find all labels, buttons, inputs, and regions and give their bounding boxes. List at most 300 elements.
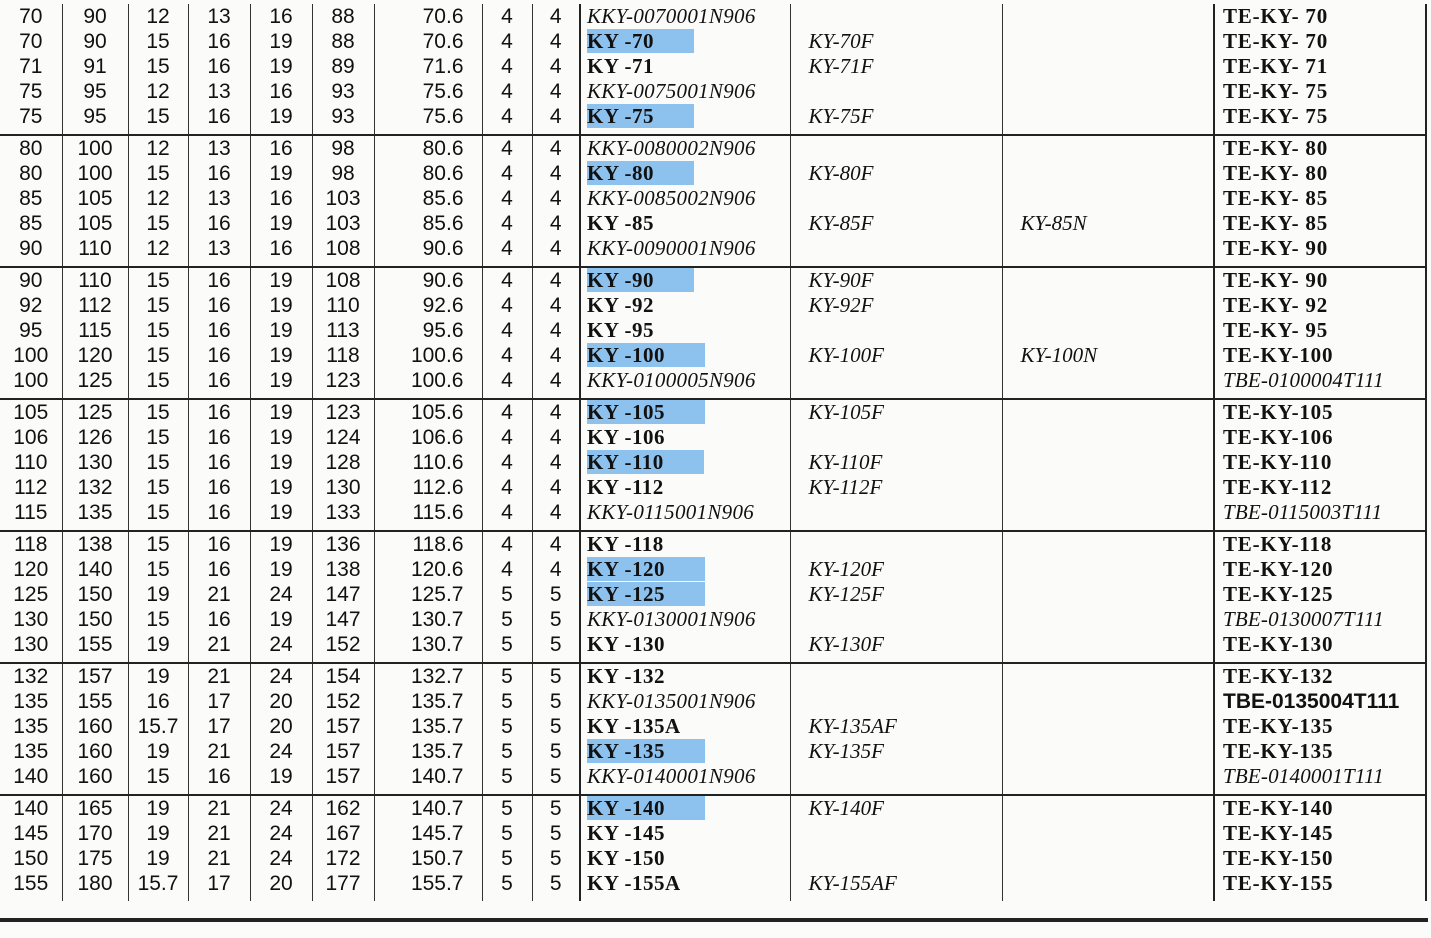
- part-code: KY -92: [587, 293, 654, 317]
- cell-col-1: [62, 632, 128, 663]
- tool-code: TE-KY-145: [1223, 821, 1334, 845]
- dimension-value: 95: [83, 80, 107, 103]
- dimension-value: 16: [269, 5, 293, 28]
- dimension-value: 75.6: [422, 80, 464, 103]
- cell-col-8: [532, 764, 580, 795]
- cell-col-1: [62, 739, 128, 764]
- part-code: KKY-0140001N906: [587, 764, 756, 788]
- cell-col-11: [1002, 739, 1214, 764]
- dimension-value: 4: [549, 237, 562, 260]
- cell-col-3: [188, 739, 250, 764]
- cell-col-7: [482, 343, 532, 368]
- cell-col-6: [374, 399, 482, 425]
- dimension-value: 4: [549, 344, 562, 367]
- cell-col-1: [62, 54, 128, 79]
- cell-col-1: [62, 582, 128, 607]
- dimension-value: 155: [77, 633, 113, 656]
- dimension-value: 5: [501, 797, 513, 820]
- dimension-value: 172: [325, 847, 361, 870]
- cell-col-10: [790, 450, 1002, 475]
- dimension-value: 5: [549, 797, 562, 820]
- cell-col-8: [532, 714, 580, 739]
- f-variant-code: KY-71F: [808, 54, 874, 78]
- dimension-value: 20: [269, 690, 293, 713]
- table-row: [0, 846, 1426, 871]
- cell-col-10: [790, 4, 1002, 29]
- dimension-value: 105.6: [410, 401, 464, 424]
- table-row: [0, 663, 1426, 689]
- cell-col-12: [1214, 399, 1426, 425]
- cell-col-4: [250, 632, 312, 663]
- cell-col-3: [188, 318, 250, 343]
- dimension-value: 89: [331, 55, 355, 78]
- cell-col-9: [580, 104, 790, 135]
- dimension-value: 15: [146, 105, 170, 128]
- dimension-value: 19: [269, 162, 293, 185]
- cell-col-8: [532, 450, 580, 475]
- cell-col-8: [532, 104, 580, 135]
- tool-code: TE-KY- 75: [1223, 104, 1329, 128]
- table-row: [0, 399, 1426, 425]
- dimension-value: 4: [501, 501, 513, 524]
- cell-col-12: [1214, 821, 1426, 846]
- cell-col-10: [790, 871, 1002, 901]
- dimension-value: 16: [207, 319, 231, 342]
- dimension-value: 100: [77, 137, 113, 160]
- dimension-value: 90: [19, 237, 43, 260]
- dimension-value: 5: [549, 740, 562, 763]
- cell-col-12: [1214, 871, 1426, 901]
- dimension-value: 5: [501, 690, 513, 713]
- cell-col-1: [62, 399, 128, 425]
- cell-col-5: [312, 79, 374, 104]
- dimension-value: 12: [146, 137, 170, 160]
- cell-col-4: [250, 343, 312, 368]
- tool-code: TE-KY- 92: [1223, 293, 1329, 317]
- cell-col-11: [1002, 632, 1214, 663]
- cell-col-1: [62, 368, 128, 399]
- cell-col-9: [580, 318, 790, 343]
- cell-col-2: [128, 318, 188, 343]
- dimension-value: 105: [77, 187, 113, 210]
- dimension-value: 19: [269, 608, 293, 631]
- cell-col-1: [62, 714, 128, 739]
- cell-col-8: [532, 871, 580, 901]
- cell-col-4: [250, 186, 312, 211]
- cell-col-7: [482, 368, 532, 399]
- dimension-value: 15: [146, 212, 170, 235]
- dimension-value: 4: [549, 55, 562, 78]
- cell-col-9: [580, 846, 790, 871]
- dimension-value: 157: [325, 765, 361, 788]
- part-code: KKY-0075001N906: [587, 79, 756, 103]
- cell-col-2: [128, 764, 188, 795]
- cell-col-0: [0, 607, 62, 632]
- cell-col-12: [1214, 582, 1426, 607]
- dimension-value: 71.6: [422, 55, 464, 78]
- dimension-value: 130: [325, 476, 361, 499]
- dimension-value: 180: [77, 872, 113, 895]
- part-code-highlighted: KY -125: [587, 582, 705, 606]
- cell-col-6: [374, 846, 482, 871]
- tool-code: TBE-0135004T111: [1223, 690, 1400, 713]
- cell-col-10: [790, 821, 1002, 846]
- cell-col-12: [1214, 764, 1426, 795]
- cell-col-5: [312, 739, 374, 764]
- dimension-value: 115: [14, 501, 48, 524]
- dimension-value: 80: [19, 137, 43, 160]
- dimension-value: 145.7: [410, 822, 464, 845]
- dimension-value: 16: [207, 269, 231, 292]
- dimension-value: 15: [146, 765, 170, 788]
- dimension-value: 112.6: [412, 476, 464, 499]
- cell-col-0: [0, 795, 62, 821]
- cell-col-3: [188, 582, 250, 607]
- cell-col-1: [62, 607, 128, 632]
- cell-col-3: [188, 425, 250, 450]
- cell-col-5: [312, 607, 374, 632]
- dimension-value: 13: [207, 137, 231, 160]
- cell-col-11: [1002, 318, 1214, 343]
- dimension-value: 150: [77, 608, 113, 631]
- cell-col-1: [62, 425, 128, 450]
- part-code: KKY-0130001N906: [587, 607, 756, 631]
- cell-col-2: [128, 500, 188, 531]
- cell-col-11: [1002, 399, 1214, 425]
- cell-col-3: [188, 79, 250, 104]
- dimension-value: 4: [501, 80, 513, 103]
- cell-col-7: [482, 236, 532, 267]
- cell-col-6: [374, 475, 482, 500]
- cell-col-3: [188, 663, 250, 689]
- dimension-value: 5: [501, 633, 513, 656]
- cell-col-0: [0, 293, 62, 318]
- cell-col-10: [790, 293, 1002, 318]
- tool-code: TE-KY-150: [1223, 846, 1334, 870]
- dimension-value: 95: [83, 105, 107, 128]
- cell-col-7: [482, 714, 532, 739]
- cell-col-4: [250, 79, 312, 104]
- dimension-value: 155.7: [410, 872, 464, 895]
- cell-col-3: [188, 714, 250, 739]
- dimension-value: 12: [146, 187, 170, 210]
- cell-col-9: [580, 343, 790, 368]
- cell-col-10: [790, 500, 1002, 531]
- dimension-value: 24: [269, 797, 293, 820]
- cell-col-1: [62, 79, 128, 104]
- cell-col-10: [790, 368, 1002, 399]
- cell-col-4: [250, 267, 312, 293]
- dimension-value: 152: [325, 633, 361, 656]
- cell-col-0: [0, 29, 62, 54]
- part-code: KY -71: [587, 54, 654, 78]
- part-code: KKY-0115001N906: [587, 500, 755, 524]
- cell-col-7: [482, 531, 532, 557]
- cell-col-10: [790, 475, 1002, 500]
- cell-col-7: [482, 607, 532, 632]
- cell-col-2: [128, 714, 188, 739]
- cell-col-8: [532, 475, 580, 500]
- table-row: [0, 714, 1426, 739]
- dimension-value: 5: [549, 633, 562, 656]
- cell-col-11: [1002, 764, 1214, 795]
- cell-col-4: [250, 607, 312, 632]
- cell-col-6: [374, 607, 482, 632]
- dimension-value: 160: [77, 765, 113, 788]
- part-code: KY -155A: [587, 871, 681, 895]
- dimension-value: 19: [269, 401, 293, 424]
- cell-col-9: [580, 450, 790, 475]
- cell-col-12: [1214, 161, 1426, 186]
- dimension-value: 13: [207, 80, 231, 103]
- tool-code: TE-KY-132: [1223, 664, 1334, 688]
- cell-col-8: [532, 135, 580, 161]
- dimension-value: 19: [269, 476, 293, 499]
- tool-code: TE-KY-155: [1223, 871, 1334, 895]
- dimension-value: 4: [549, 162, 562, 185]
- table-row: [0, 425, 1426, 450]
- cell-col-5: [312, 764, 374, 795]
- dimension-value: 13: [207, 187, 231, 210]
- dimension-value: 24: [269, 822, 293, 845]
- dimension-value: 4: [549, 212, 562, 235]
- cell-col-11: [1002, 79, 1214, 104]
- cell-col-4: [250, 821, 312, 846]
- cell-col-3: [188, 689, 250, 714]
- cell-col-11: [1002, 475, 1214, 500]
- dimension-value: 16: [207, 451, 231, 474]
- dimension-value: 20: [269, 715, 293, 738]
- dimension-value: 16: [269, 237, 293, 260]
- part-code: KY -132: [587, 664, 665, 688]
- dimension-value: 70.6: [422, 5, 464, 28]
- cell-col-9: [580, 425, 790, 450]
- dimension-value: 17: [207, 690, 231, 713]
- dimension-value: 19: [146, 633, 170, 656]
- cell-col-4: [250, 318, 312, 343]
- cell-col-5: [312, 135, 374, 161]
- cell-col-4: [250, 663, 312, 689]
- dimension-value: 147: [325, 583, 361, 606]
- dimension-value: 5: [501, 608, 513, 631]
- cell-col-6: [374, 343, 482, 368]
- cell-col-10: [790, 557, 1002, 582]
- dimension-value: 19: [269, 30, 293, 53]
- cell-col-4: [250, 795, 312, 821]
- cell-col-0: [0, 399, 62, 425]
- dimension-value: 138: [325, 558, 361, 581]
- dimension-value: 16: [207, 55, 231, 78]
- cell-col-12: [1214, 475, 1426, 500]
- tool-code: TE-KY-110: [1223, 450, 1333, 474]
- dimension-value: 157: [325, 740, 361, 763]
- cell-col-5: [312, 104, 374, 135]
- dimension-value: 19: [269, 558, 293, 581]
- cell-col-8: [532, 293, 580, 318]
- cell-col-0: [0, 475, 62, 500]
- dimension-value: 16: [207, 105, 231, 128]
- dimension-value: 4: [549, 476, 562, 499]
- dimension-value: 4: [501, 162, 513, 185]
- cell-col-0: [0, 714, 62, 739]
- dimension-value: 157: [325, 715, 361, 738]
- dimension-value: 105: [13, 401, 49, 424]
- cell-col-9: [580, 29, 790, 54]
- cell-col-10: [790, 632, 1002, 663]
- cell-col-3: [188, 557, 250, 582]
- cell-col-12: [1214, 135, 1426, 161]
- dimension-value: 24: [269, 740, 293, 763]
- dimension-value: 16: [207, 344, 231, 367]
- cell-col-12: [1214, 531, 1426, 557]
- cell-col-11: [1002, 186, 1214, 211]
- dimension-value: 103: [325, 212, 361, 235]
- dimension-value: 21: [207, 797, 231, 820]
- dimension-value: 130: [77, 451, 113, 474]
- cell-col-12: [1214, 739, 1426, 764]
- f-variant-code: KY-92F: [808, 293, 874, 317]
- dimension-value: 100.6: [410, 369, 464, 392]
- cell-col-11: [1002, 104, 1214, 135]
- cell-col-0: [0, 211, 62, 236]
- dimension-value: 103: [325, 187, 361, 210]
- cell-col-8: [532, 161, 580, 186]
- dimension-value: 128: [325, 451, 361, 474]
- dimension-value: 95.6: [422, 319, 464, 342]
- dimension-value: 16: [207, 294, 231, 317]
- cell-col-10: [790, 79, 1002, 104]
- dimension-value: 135: [77, 501, 113, 524]
- cell-col-5: [312, 343, 374, 368]
- cell-col-2: [128, 846, 188, 871]
- cell-col-6: [374, 54, 482, 79]
- dimension-value: 123: [325, 369, 361, 392]
- dimension-value: 113: [326, 319, 360, 342]
- f-variant-code: KY-130F: [808, 632, 884, 656]
- dimension-value: 16: [207, 30, 231, 53]
- f-variant-code: KY-135F: [808, 739, 884, 763]
- dimension-value: 19: [269, 451, 293, 474]
- f-variant-code: KY-120F: [808, 557, 884, 581]
- cell-col-8: [532, 4, 580, 29]
- table-row: [0, 29, 1426, 54]
- table-row: [0, 475, 1426, 500]
- cell-col-3: [188, 500, 250, 531]
- cell-col-2: [128, 531, 188, 557]
- cell-col-8: [532, 689, 580, 714]
- cell-col-11: [1002, 236, 1214, 267]
- dimension-value: 24: [269, 633, 293, 656]
- table-row: [0, 795, 1426, 821]
- cell-col-1: [62, 846, 128, 871]
- cell-col-10: [790, 846, 1002, 871]
- dimension-value: 4: [549, 401, 562, 424]
- part-code-highlighted: KY -120: [587, 557, 705, 581]
- part-code: KY -130: [587, 632, 665, 656]
- dimension-value: 12: [146, 80, 170, 103]
- cell-col-4: [250, 104, 312, 135]
- dimension-value: 140: [13, 797, 49, 820]
- cell-col-5: [312, 186, 374, 211]
- tool-code: TE-KY- 80: [1223, 136, 1329, 160]
- cell-col-7: [482, 689, 532, 714]
- dimension-value: 110: [326, 294, 360, 317]
- cell-col-1: [62, 4, 128, 29]
- cell-col-8: [532, 211, 580, 236]
- dimension-value: 110.6: [412, 451, 464, 474]
- cell-col-9: [580, 821, 790, 846]
- cell-col-2: [128, 632, 188, 663]
- cell-col-7: [482, 632, 532, 663]
- cell-col-7: [482, 821, 532, 846]
- cell-col-12: [1214, 4, 1426, 29]
- cell-col-9: [580, 764, 790, 795]
- dimension-value: 4: [549, 533, 562, 556]
- dimension-value: 123: [325, 401, 361, 424]
- cell-col-12: [1214, 689, 1426, 714]
- part-code: KY -85: [587, 211, 654, 235]
- cell-col-10: [790, 54, 1002, 79]
- dimension-value: 110: [14, 451, 48, 474]
- cell-col-6: [374, 450, 482, 475]
- dimension-value: 135.7: [410, 690, 464, 713]
- dimension-value: 15: [146, 294, 170, 317]
- dimension-value: 90.6: [422, 237, 464, 260]
- dimension-value: 19: [146, 583, 170, 606]
- cell-col-11: [1002, 714, 1214, 739]
- cell-col-2: [128, 582, 188, 607]
- cell-col-5: [312, 557, 374, 582]
- dimension-value: 167: [325, 822, 361, 845]
- table-row: [0, 135, 1426, 161]
- dimension-value: 75: [19, 105, 43, 128]
- cell-col-10: [790, 795, 1002, 821]
- table-row: [0, 236, 1426, 267]
- cell-col-12: [1214, 267, 1426, 293]
- cell-col-3: [188, 871, 250, 901]
- cell-col-7: [482, 764, 532, 795]
- dimension-value: 177: [325, 872, 361, 895]
- cell-col-9: [580, 186, 790, 211]
- dimension-value: 19: [146, 847, 170, 870]
- table-body: [0, 4, 1426, 901]
- dimension-value: 15: [146, 608, 170, 631]
- dimension-value: 5: [501, 822, 513, 845]
- part-code: KKY-0080002N906: [587, 136, 756, 160]
- dimension-value: 138: [77, 533, 113, 556]
- cell-col-9: [580, 689, 790, 714]
- part-code-highlighted: KY -135: [587, 739, 705, 763]
- cell-col-2: [128, 293, 188, 318]
- cell-col-10: [790, 104, 1002, 135]
- f-variant-code: KY-125F: [808, 582, 884, 606]
- dimension-value: 4: [549, 269, 562, 292]
- cell-col-9: [580, 531, 790, 557]
- cell-col-3: [188, 399, 250, 425]
- n-variant-code: KY-100N: [1020, 343, 1098, 367]
- dimension-value: 92.6: [422, 294, 464, 317]
- cell-col-0: [0, 632, 62, 663]
- dimension-value: 4: [549, 80, 562, 103]
- cell-col-12: [1214, 795, 1426, 821]
- cell-col-11: [1002, 607, 1214, 632]
- dimension-value: 15: [146, 426, 170, 449]
- cell-col-4: [250, 846, 312, 871]
- cell-col-8: [532, 739, 580, 764]
- cell-col-11: [1002, 846, 1214, 871]
- dimension-value: 16: [207, 476, 231, 499]
- dimension-value: 5: [501, 872, 513, 895]
